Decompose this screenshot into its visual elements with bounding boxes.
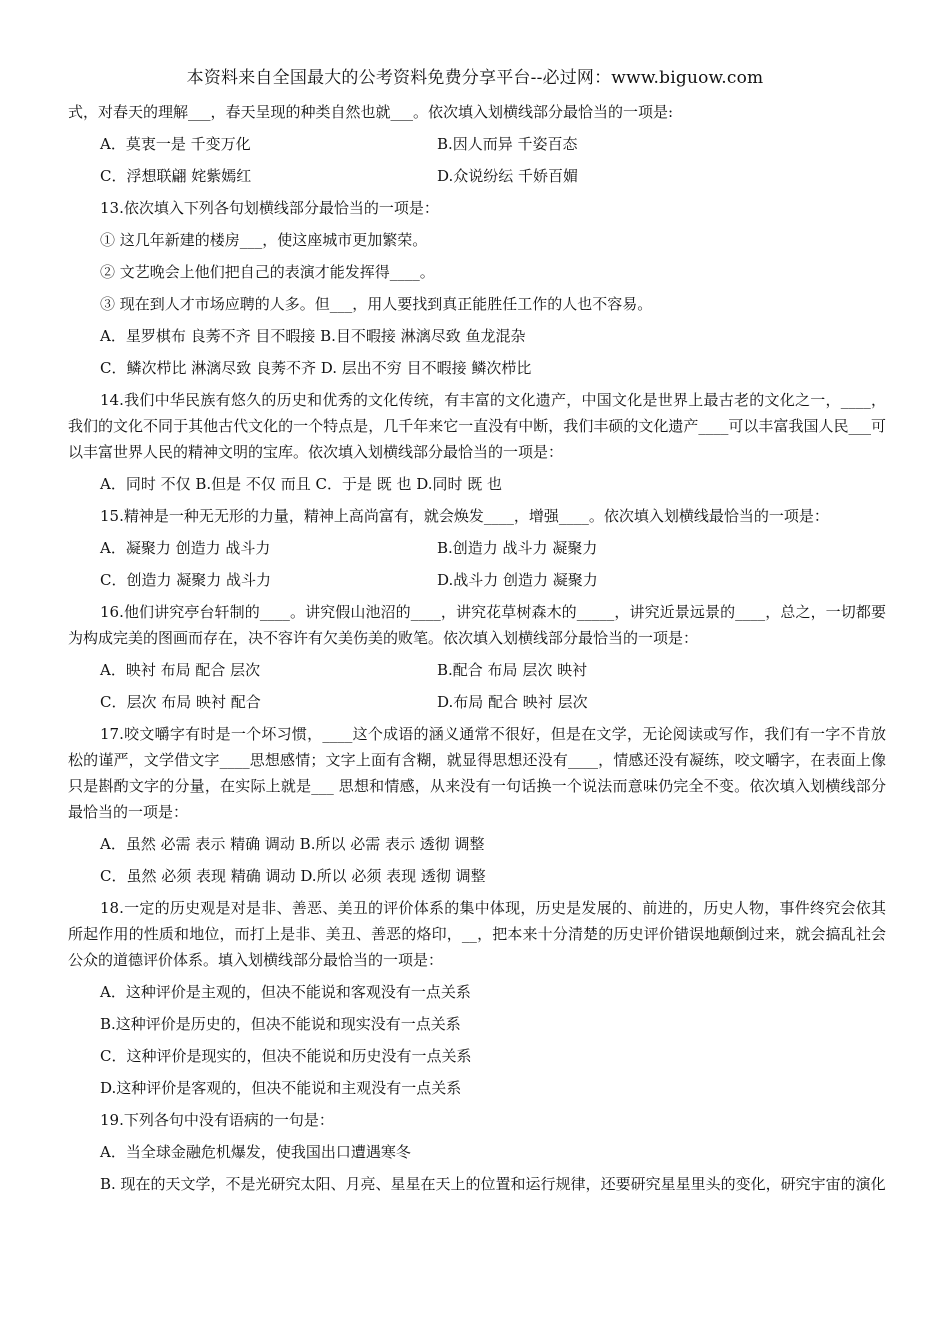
q18-option-b: B.这种评价是历史的，但决不能说和现实没有一点关系 <box>100 1015 461 1033</box>
document-body <box>68 96 886 1200</box>
q17-stem: 17.咬文嚼字有时是一个坏习惯，____这个成语的涵义通常不很好，但是在文学，无论阅读或写作，我们有一字不肯放松的谨严，文学借文字____思想感情；文字上面有含糊，就显得思想还没有____，情感还没有凝练，咬文嚼字，在表面上像只是斟酌文字的分量，在实际上就是___ 思想和情感，从来没有一句话换一个说法而意味仍完全不变。依次填入划横线部分最恰当的一项是： <box>68 725 886 821</box>
q13-options-cd: C．鳞次栉比 淋漓尽致 良莠不齐 D. 层出不穷 目不暇接 鳞次栉比 <box>100 359 532 377</box>
q15-option-d: D.战斗力 创造力 凝聚力 <box>437 571 598 589</box>
q12-options-cd <box>68 160 886 192</box>
q18-option-c: C．这种评价是现实的，但决不能说和历史没有一点关系 <box>100 1047 472 1065</box>
q13-sentence-2: ② 文艺晚会上他们把自己的表演才能发挥得____。 <box>100 263 435 281</box>
q18-option-a: A．这种评价是主观的，但决不能说和客观没有一点关系 <box>100 983 471 1001</box>
q17-options-cd: C．虽然 必须 表现 精确 调动 D.所以 必须 表现 透彻 调整 <box>100 867 486 885</box>
q18-option-d: D.这种评价是客观的，但决不能说和主观没有一点关系 <box>100 1079 462 1097</box>
q15-option-c: C．创造力 凝聚力 战斗力 <box>100 571 272 589</box>
q18-stem: 18.一定的历史观是对是非、善恶、美丑的评价体系的集中体现，历史是发展的、前进的，历史人物，事件终究会依其所起作用的性质和地位，而打上是非、美丑、善恶的烙印，__，把本来十分清楚的历史评价错误地颠倒过来，就会搞乱社会公众的道德评价体系。填入划横线部分最恰当的一项是： <box>68 899 886 969</box>
q19-option-a: A．当全球金融危机爆发，使我国出口遭遇寒冬 <box>100 1143 411 1161</box>
q12-option-a: A．莫衷一是 千变万化 <box>100 135 251 153</box>
q12-options-ab <box>68 128 886 160</box>
q16-options-cd <box>68 686 886 718</box>
q13-options-ab: A．星罗棋布 良莠不齐 目不暇接 B.目不暇接 淋漓尽致 鱼龙混杂 <box>100 327 526 345</box>
q14-stem: 14.我们中华民族有悠久的历史和优秀的文化传统，有丰富的文化遗产，中国文化是世界上最古老的文化之一，____，我们的文化不同于其他古代文化的一个特点是，几千年来它一直没有中断，我们丰硕的文化遗产____可以丰富我国人民___可以丰富世界人民的精神文明的宝库。依次填入划横线部分最恰当的一项是： <box>68 391 886 461</box>
q13-sentence-3: ③ 现在到人才市场应聘的人多。但___，用人要找到真正能胜任工作的人也不容易。 <box>100 295 653 313</box>
q16-option-a: A．映衬 布局 配合 层次 <box>100 661 261 679</box>
q16-option-b: B.配合 布局 层次 映衬 <box>437 661 588 679</box>
q16-option-c: C．层次 布局 映衬 配合 <box>100 693 261 711</box>
q19-stem: 19.下列各句中没有语病的一句是： <box>100 1111 334 1129</box>
q15-option-b: B.创造力 战斗力 凝聚力 <box>437 539 598 557</box>
q12-continuation: 式，对春天的理解___，春天呈现的种类自然也就___。依次填入划横线部分最恰当的一项是: <box>68 103 674 121</box>
q15-options-ab <box>68 532 886 564</box>
q13-sentence-1: ① 这几年新建的楼房___，使这座城市更加繁荣。 <box>100 231 428 249</box>
q16-options-ab <box>68 654 886 686</box>
q12-option-d: D.众说纷纭 千娇百媚 <box>437 167 579 185</box>
q13-stem: 13.依次填入下列各句划横线部分最恰当的一项是： <box>100 199 439 217</box>
q15-stem: 15.精神是一种无无形的力量，精神上高尚富有，就会焕发____，增强____。依次填入划横线最恰当的一项是： <box>100 507 829 525</box>
q19-option-b: B. 现在的天文学，不是光研究太阳、月亮、星星在天上的位置和运行规律，还要研究星星里头的变化，研究宇宙的演化 <box>100 1175 886 1193</box>
page-header: 本资料来自全国最大的公考资料免费分享平台--必过网：www.biguow.com <box>186 68 764 88</box>
q12-option-c: C．浮想联翩 姹紫嫣红 <box>100 167 252 185</box>
q12-option-b: B.因人而异 千姿百态 <box>437 135 578 153</box>
q15-option-a: A．凝聚力 创造力 战斗力 <box>100 539 271 557</box>
q16-stem: 16.他们讲究亭台轩制的____。讲究假山池沼的____，讲究花草树森木的_____，讲究近景远景的____，总之，一切都要为构成完美的图画而存在，决不容许有欠美伤美的败笔。依次填入划横线部分最恰当的一项是： <box>68 603 886 647</box>
q17-options-ab: A．虽然 必需 表示 精确 调动 B.所以 必需 表示 透彻 调整 <box>100 835 485 853</box>
q14-options: A．同时 不仅 B.但是 不仅 而且 C．于是 既 也 D.同时 既 也 <box>100 475 503 493</box>
q16-option-d: D.布局 配合 映衬 层次 <box>437 693 588 711</box>
q15-options-cd <box>68 564 886 596</box>
